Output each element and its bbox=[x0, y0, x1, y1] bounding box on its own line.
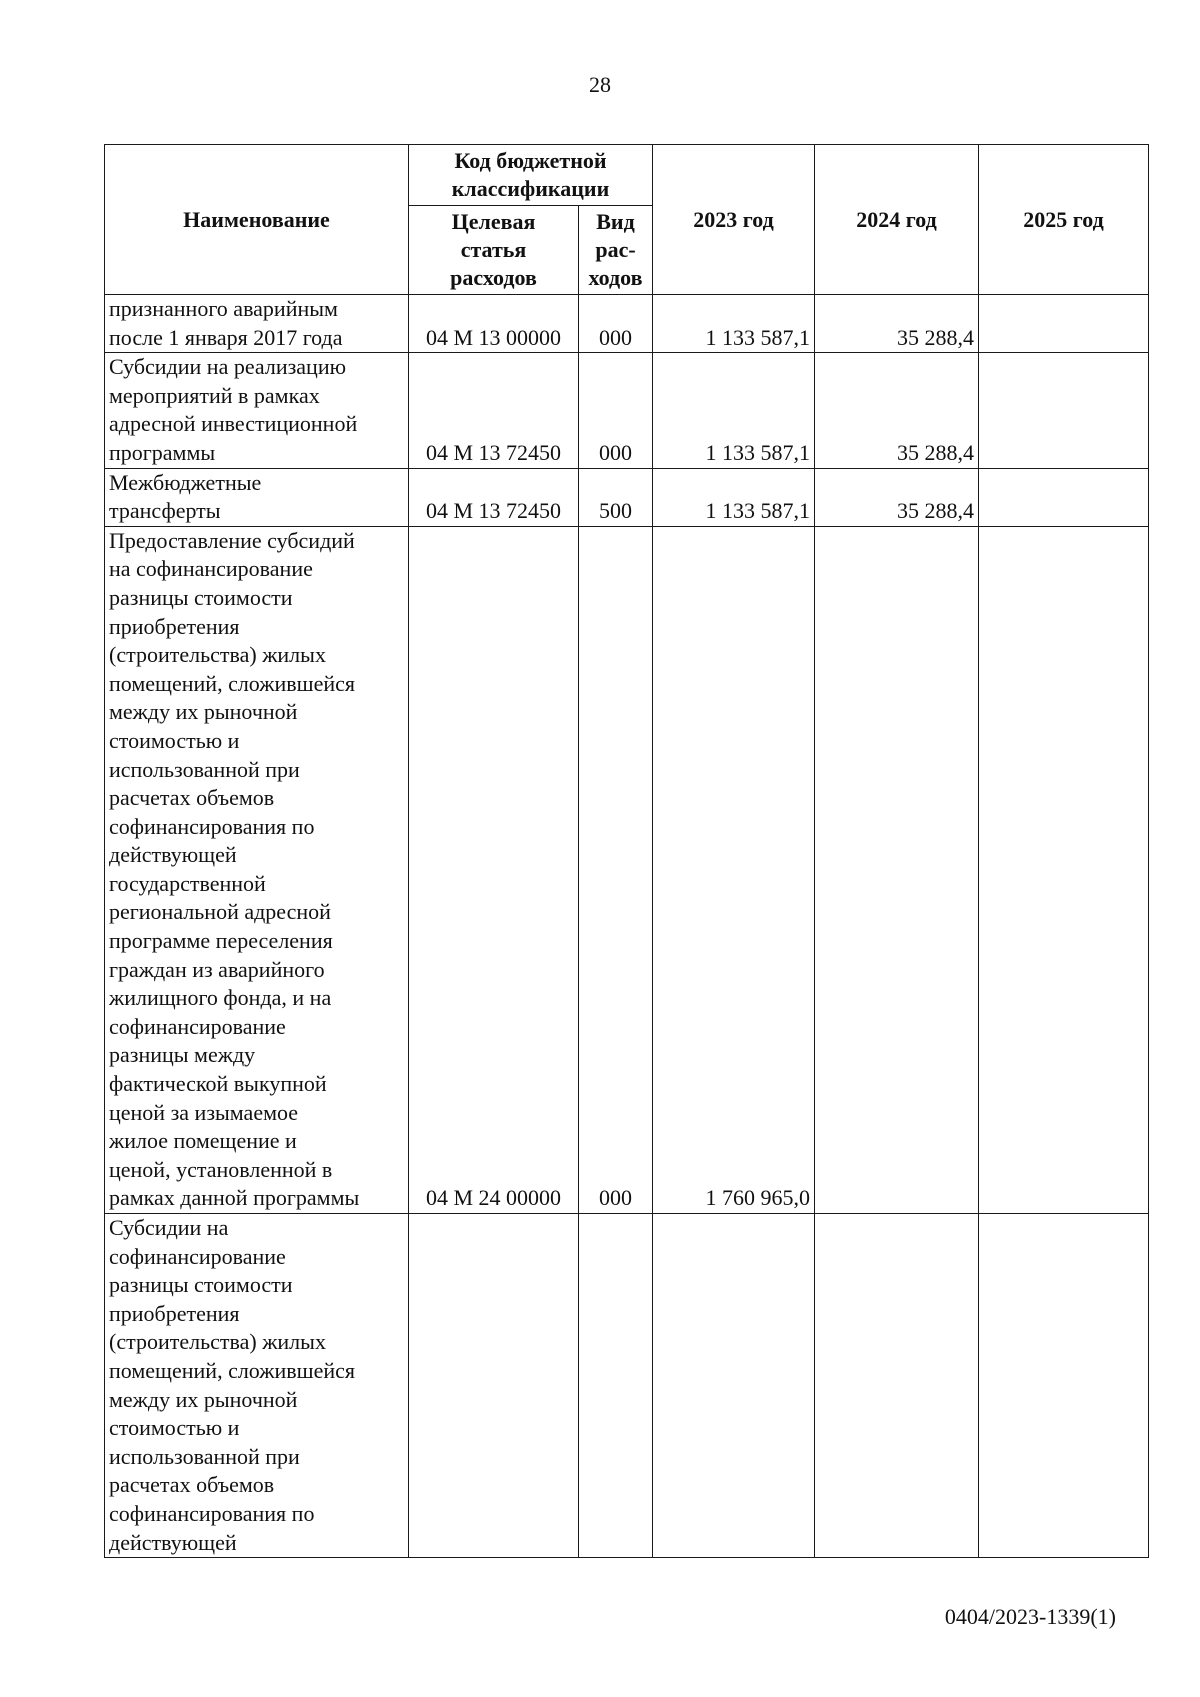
row-amount-2025 bbox=[979, 526, 1149, 1213]
table-header bbox=[105, 145, 1149, 295]
budget-table bbox=[104, 144, 1149, 1558]
row-amount-2024 bbox=[815, 526, 979, 1213]
header-year-2024: 2024 год bbox=[815, 145, 979, 295]
document-code: 0404/2023-1339(1) bbox=[944, 1604, 1116, 1629]
row-amount-2023: 1 133 587,1 bbox=[653, 353, 815, 468]
row-amount-2024: 35 288,4 bbox=[815, 353, 979, 468]
row-expense-kind bbox=[579, 1214, 653, 1558]
row-amount-2024: 35 288,4 bbox=[815, 295, 979, 353]
row-target-article: 04 М 13 72450 bbox=[409, 353, 579, 468]
header-name: Наименование bbox=[105, 145, 409, 295]
row-expense-kind: 500 bbox=[579, 468, 653, 526]
table-row bbox=[105, 526, 1149, 1213]
row-name: признанного аварийным после 1 января 2017 года bbox=[105, 295, 409, 353]
header-year-2025: 2025 год bbox=[979, 145, 1149, 295]
row-amount-2025 bbox=[979, 468, 1149, 526]
row-target-article: 04 М 24 00000 bbox=[409, 526, 579, 1213]
row-target-article: 04 М 13 00000 bbox=[409, 295, 579, 353]
row-target-article bbox=[409, 1214, 579, 1558]
table-row bbox=[105, 353, 1149, 468]
row-name: Субсидии на софинансирование разницы стоимости приобретения (строительства) жилых помещений, сложившейся между их рыночной стоимостью и использованной при расчетах объемов софинансирования по действующей bbox=[105, 1214, 409, 1558]
header-year-2023: 2023 год bbox=[653, 145, 815, 295]
row-amount-2025 bbox=[979, 353, 1149, 468]
header-budget-code: Код бюджетной классификации bbox=[409, 145, 653, 206]
row-amount-2023: 1 133 587,1 bbox=[653, 468, 815, 526]
row-name: Предоставление субсидий на софинансирование разницы стоимости приобретения (строительства) жилых помещений, сложившейся между их рыночной стоимостью и использованной при расчетах объемов софинансирования по действующей государственной региональной адресной программе переселения граждан из аварийного жилищного фонда, и на софинансирование разницы между фактической выкупной ценой за изымаемое жилое помещение и ценой, установленной в рамках данной программы bbox=[105, 526, 409, 1213]
row-target-article: 04 М 13 72450 bbox=[409, 468, 579, 526]
table-row bbox=[105, 295, 1149, 353]
header-target-article: Целевая статья расходов bbox=[409, 206, 579, 295]
row-expense-kind: 000 bbox=[579, 295, 653, 353]
row-amount-2024: 35 288,4 bbox=[815, 468, 979, 526]
table-row bbox=[105, 468, 1149, 526]
row-amount-2024 bbox=[815, 1214, 979, 1558]
page-number: 28 bbox=[589, 72, 611, 97]
row-name: Межбюджетные трансферты bbox=[105, 468, 409, 526]
row-amount-2023 bbox=[653, 1214, 815, 1558]
row-name: Субсидии на реализацию мероприятий в рамках адресной инвестиционной программы bbox=[105, 353, 409, 468]
header-expense-kind: Вид рас- ходов bbox=[579, 206, 653, 295]
row-expense-kind: 000 bbox=[579, 353, 653, 468]
row-amount-2023: 1 133 587,1 bbox=[653, 295, 815, 353]
row-amount-2023: 1 760 965,0 bbox=[653, 526, 815, 1213]
row-amount-2025 bbox=[979, 1214, 1149, 1558]
row-amount-2025 bbox=[979, 295, 1149, 353]
table-row bbox=[105, 1214, 1149, 1558]
row-expense-kind: 000 bbox=[579, 526, 653, 1213]
